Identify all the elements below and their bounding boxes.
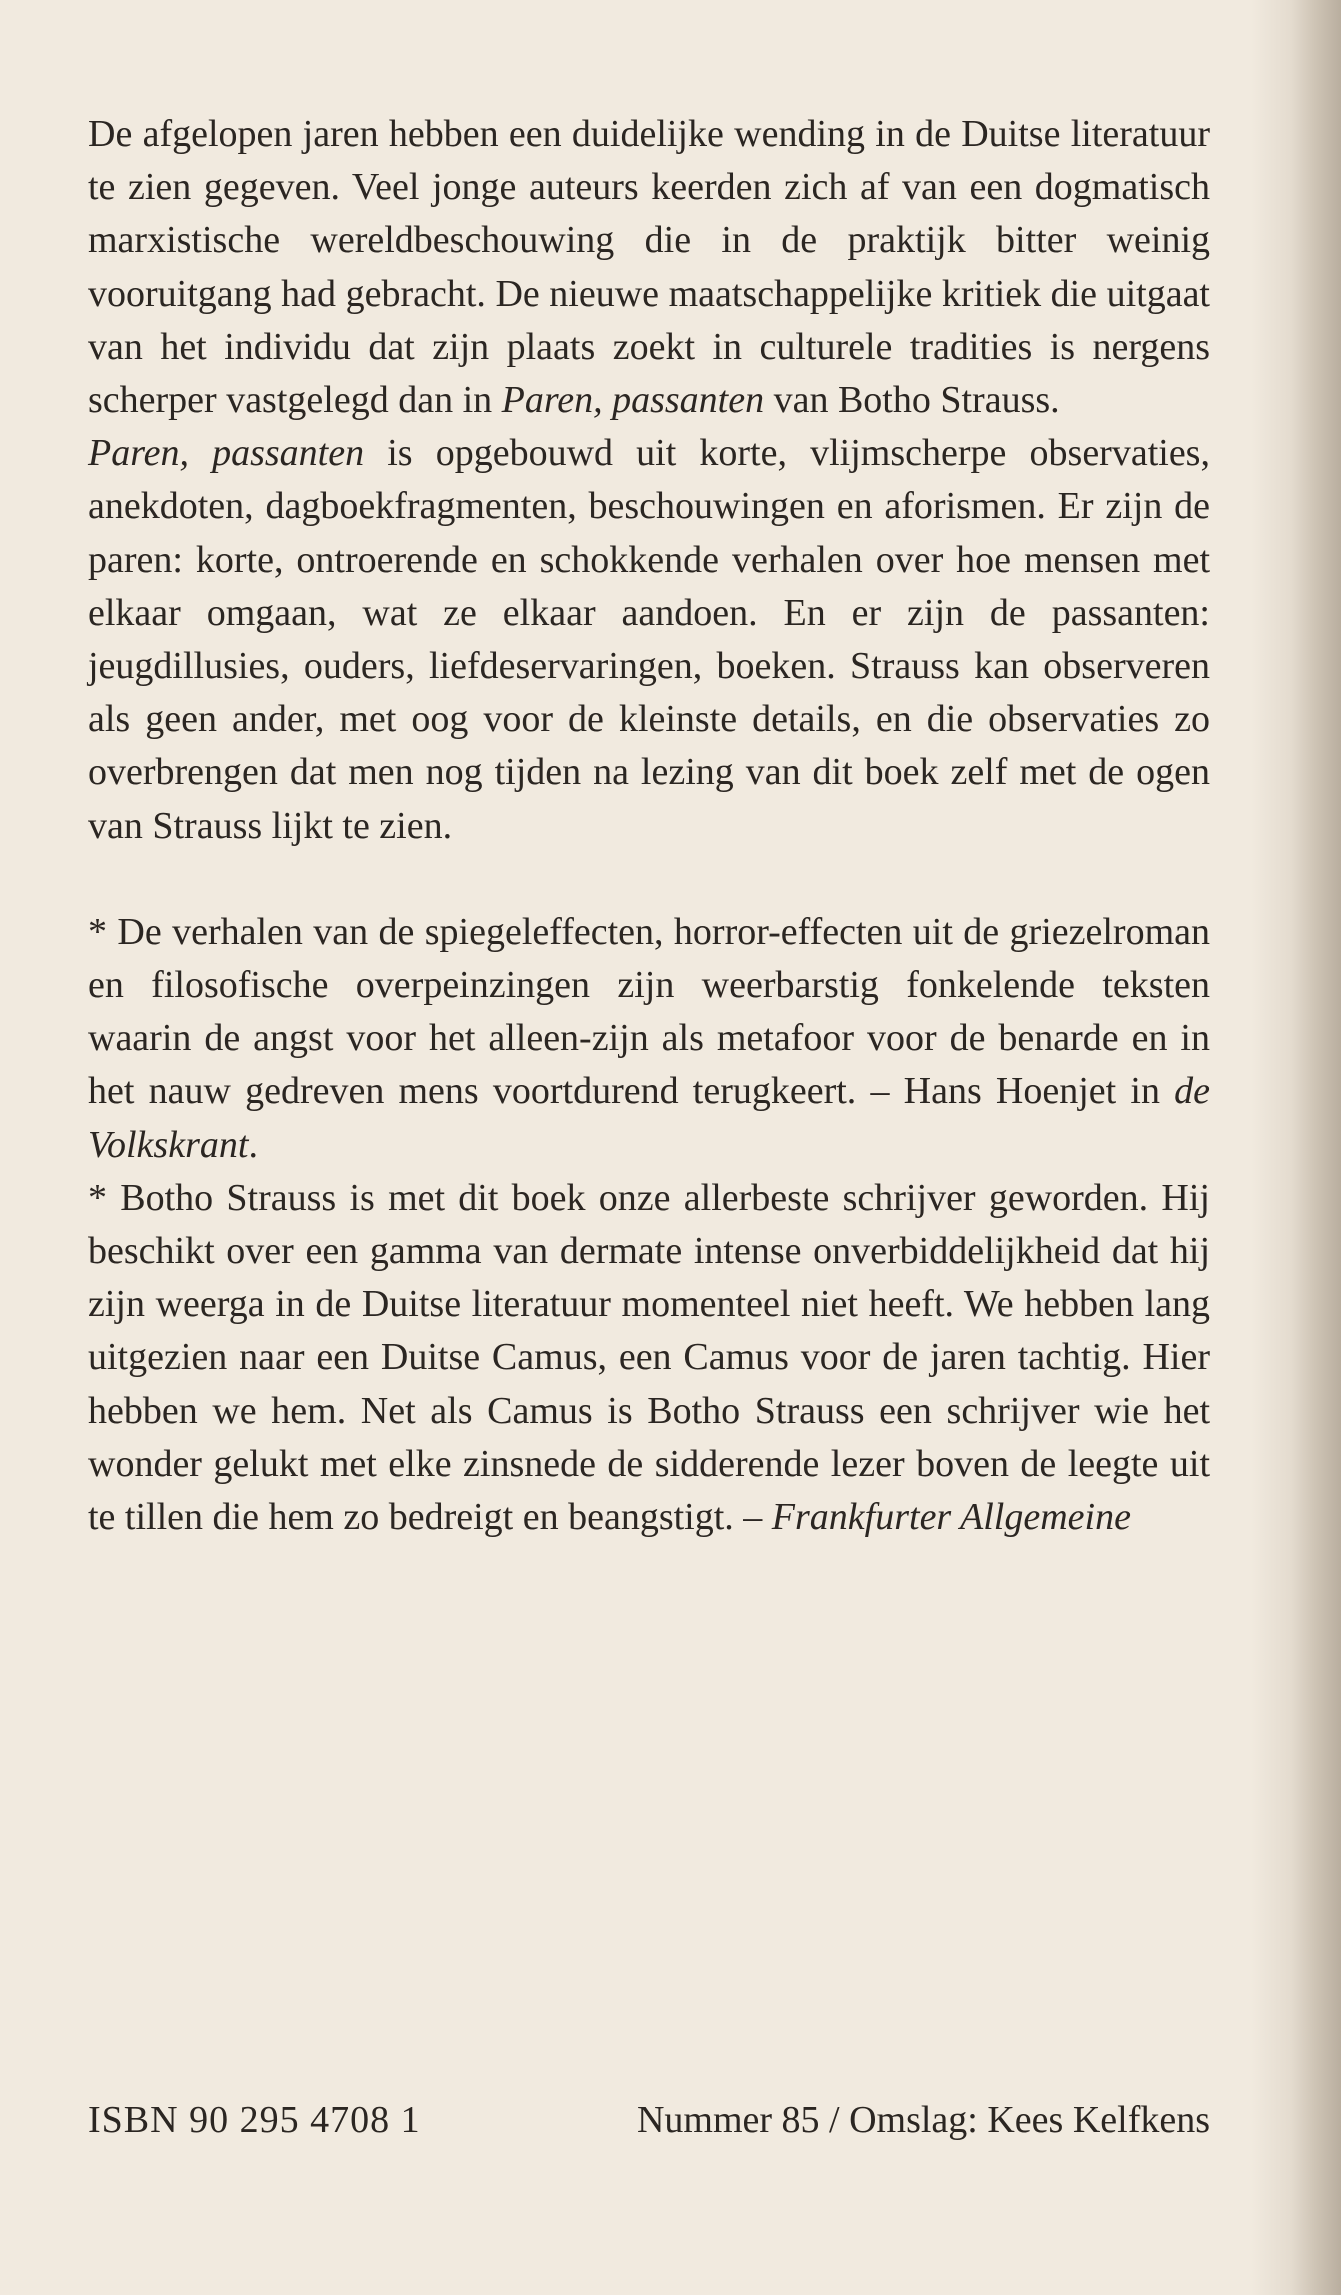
book-title: Paren, passanten: [88, 432, 365, 475]
spine-shadow: [1251, 0, 1341, 2295]
review-source: de Volkskrant: [88, 1070, 1210, 1166]
intro-paragraph-2: Paren, passanten is opgebouwd uit korte, vlijmscherpe observaties, anekdoten, dagboekfragmenten, beschouwingen en aforismen. Er zijn de paren: korte, ontroerende en schokkende verhalen over hoe mensen met elkaar omgaan, wat ze elkaar aandoen. En er zijn de passanten: jeugdillusies, ouders, liefdeservaringen, boeken. Strauss kan observeren als geen ander, met oog voor de kleinste details, en die observaties zo overbrengen dat men nog tijden na lezing van dit boek zelf met de ogen van Strauss lijkt te zien.: [88, 432, 1210, 847]
review-quote-2: * Botho Strauss is met dit boek onze allerbeste schrijver geworden. Hij beschikt over een gamma van dermate intense onverbiddelijkheid dat hij zijn weerga in de Duitse literatuur momenteel niet heeft. We hebben lang uitgezien naar een Duitse Camus, een Camus voor de jaren tachtig. Hier hebben we hem. Net als Camus is Botho Strauss een schrijver wie het wonder gelukt met elke zinsnede de sidderende lezer boven de leegte uit te tillen die hem zo bedreigt en beangstigt. – Frankfurter Allgemeine: [88, 1176, 1210, 1539]
book-title: Paren, passanten: [501, 379, 765, 422]
blurb-text: [88, 108, 1210, 1544]
intro-paragraph-1: De afgelopen jaren hebben een duidelijke wending in de Duitse literatuur te zien gegeven. Veel jonge auteurs keerden zich af van een dogmatisch marxistische wereldbeschouwing die in de praktijk bitter weinig vooruitgang had gebracht. De nieuwe maatschappelijke kritiek die uitgaat van het individu dat zijn plaats zoekt in culturele tradities is nergens scherper vastgelegd dan in Paren, passanten van Botho Strauss.: [88, 113, 1210, 422]
asterisk-bullet: *: [88, 910, 107, 953]
review-source: Frankfurter Allgemeine: [771, 1496, 1131, 1539]
asterisk-bullet: *: [88, 1176, 107, 1219]
footer: [88, 2095, 1210, 2145]
issue-credits: Nummer 85 / Omslag: Kees Kelfkens: [636, 2099, 1210, 2141]
review-quote-1: * De verhalen van de spiegeleffecten, horror-effecten uit de griezelroman en filosofische overpeinzingen zijn weerbarstig fonkelende teksten waarin de angst voor het alleen-zijn als metafoor voor de benarde en in het nauw gedreven mens voortdurend terugkeert. – Hans Hoenjet in de Volkskrant.: [88, 910, 1210, 1166]
isbn: ISBN 90 295 4708 1: [88, 2099, 421, 2141]
